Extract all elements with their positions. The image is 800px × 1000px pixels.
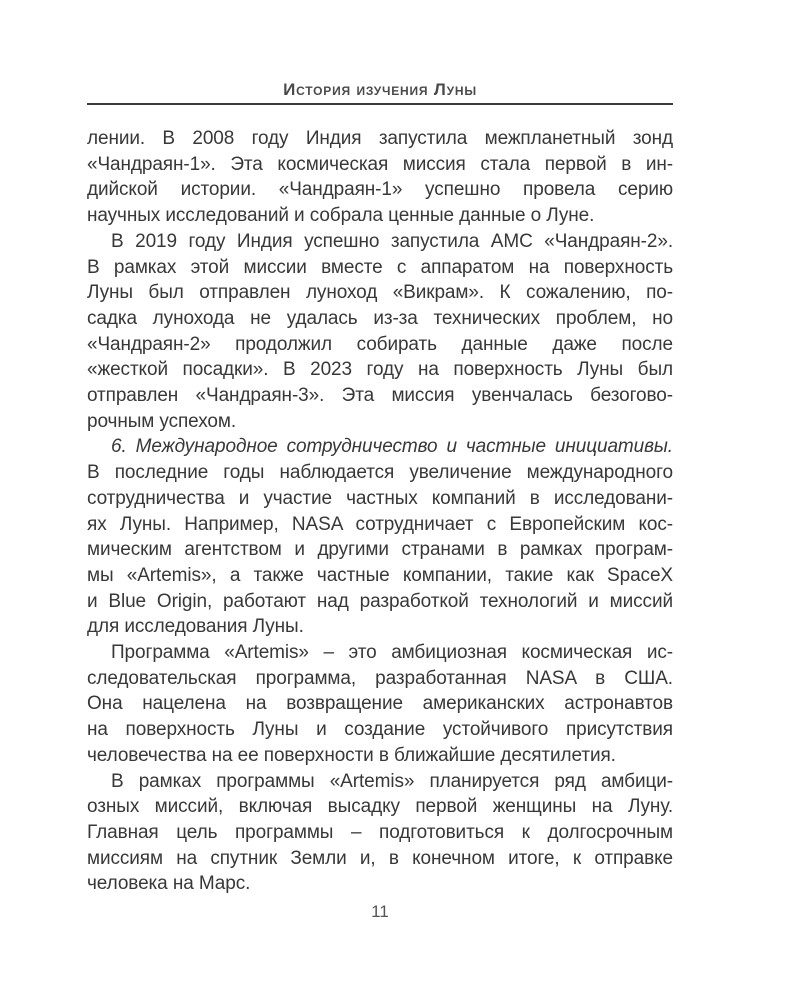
text-line: В 2019 году Индия успешно запустила АМС «Чандраян-2». xyxy=(111,230,673,252)
paragraph xyxy=(87,640,673,769)
text-line: ях Луны. Например, NASA сотрудничает с Европейским кос- xyxy=(87,513,673,535)
text-line: «Чандраян-1». Эта космическая миссия стала первой в ин- xyxy=(87,153,673,175)
page-number: 11 xyxy=(371,902,389,921)
text-line: миссиям на спутник Земли и, в конечном итоге, к отправке xyxy=(87,847,673,869)
text-line: мы «Artemis», а также частные компании, такие как SpaceX xyxy=(87,564,673,586)
paragraph xyxy=(87,229,673,435)
text-line: человека на Марс. xyxy=(87,873,251,895)
running-header: История изучения Луны xyxy=(283,80,477,99)
text-line: рочным успехом. xyxy=(87,410,237,432)
header-rule xyxy=(87,103,673,105)
text-line: «жесткой посадки». В 2023 году на поверхность Луны был xyxy=(87,359,673,381)
text-line: Главная цель программы – подготовиться к долгосрочным xyxy=(87,821,673,843)
text-line: садка лунохода не удалась из-за технических проблем, но xyxy=(87,307,673,329)
paragraph xyxy=(87,769,673,898)
text-line: на поверхность Луны и создание устойчивого присутствия xyxy=(87,719,673,741)
text-line: отправлен «Чандраян-3». Эта миссия увенчалась безогово- xyxy=(87,385,673,407)
body-text xyxy=(87,126,673,897)
text-line: для исследования Луны. xyxy=(87,616,304,638)
text-line: озных миссий, включая высадку первой женщины на Луну. xyxy=(87,796,673,818)
text-block xyxy=(87,82,673,897)
paragraph xyxy=(87,126,673,229)
text-line: научных исследований и собрала ценные данные о Луне. xyxy=(87,205,595,227)
text-line: В последние годы наблюдается увеличение международного xyxy=(87,462,673,484)
text-line: следовательская программа, разработанная NASA в США. xyxy=(87,667,673,689)
text-line: Она нацелена на возвращение американских астронавтов xyxy=(87,693,673,715)
text-line: сотрудничества и участие частных компаний в исследовани- xyxy=(87,487,673,509)
text-line: 6. Международное сотрудничество и частные инициативы. xyxy=(111,436,673,458)
text-line: В рамках этой миссии вместе с аппаратом на поверхность xyxy=(87,256,673,278)
text-line: Программа «Artemis» – это амбициозная космическая ис- xyxy=(111,642,673,664)
text-line: мическим агентством и другими странами в рамках програм- xyxy=(87,539,673,561)
text-line: Луны был отправлен луноход «Викрам». К сожалению, по- xyxy=(87,282,673,304)
text-line: В рамках программы «Artemis» планируется ряд амбици- xyxy=(111,770,673,792)
paragraph xyxy=(87,434,673,640)
text-line: дийской истории. «Чандраян-1» успешно провела серию xyxy=(87,179,673,201)
text-line: «Чандраян-2» продолжил собирать данные даже после xyxy=(87,333,673,355)
text-line: и Blue Origin, работают над разработкой технологий и миссий xyxy=(87,590,673,612)
text-line: лении. В 2008 году Индия запустила межпланетный зонд xyxy=(87,128,673,149)
text-line: человечества на ее поверхности в ближайшие десятилетия. xyxy=(87,744,616,766)
